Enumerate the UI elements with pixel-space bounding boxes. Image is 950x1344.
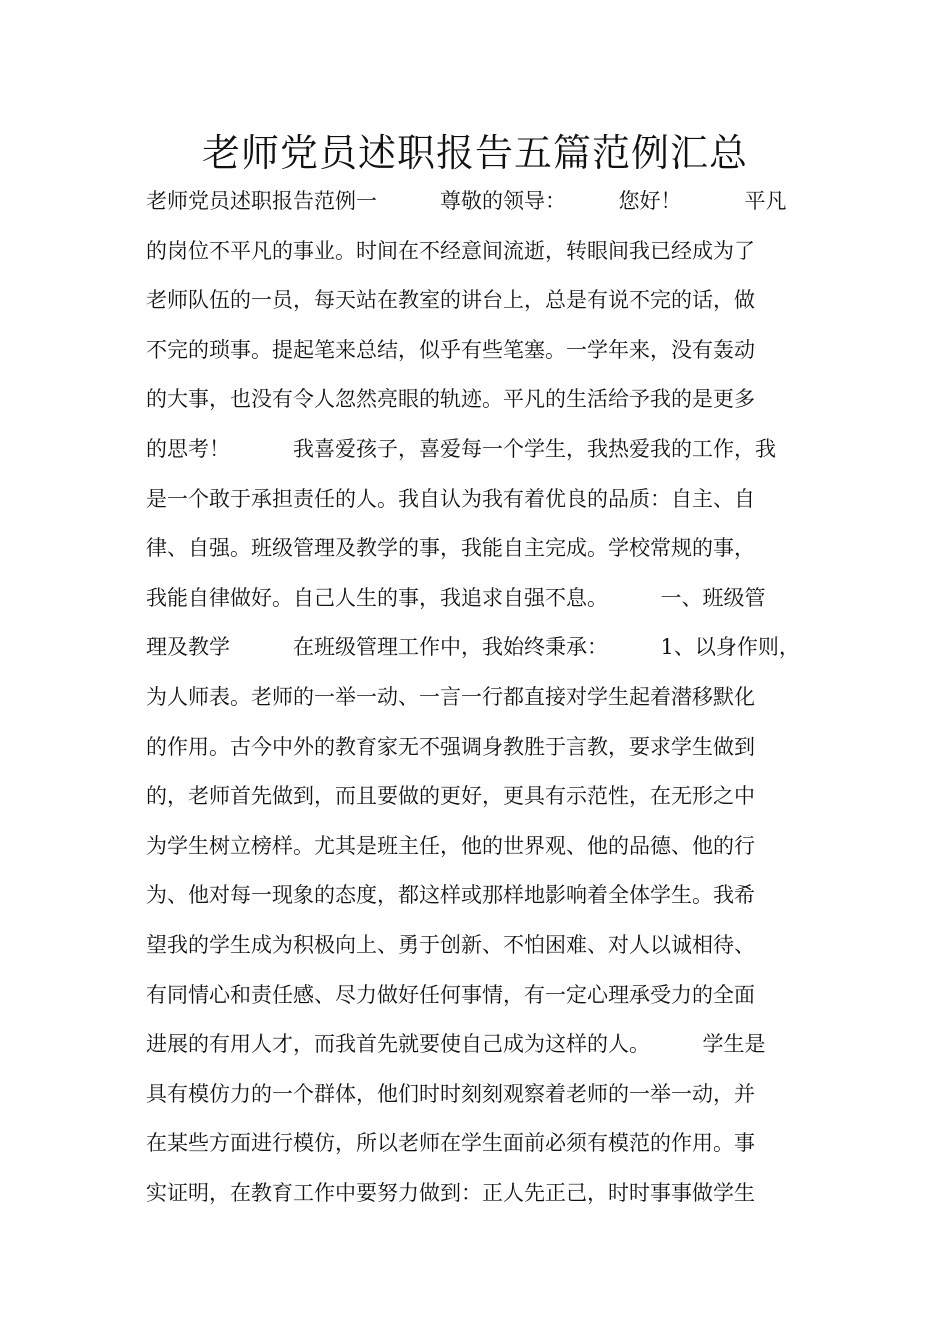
body-line: 实证明，在教育工作中要努力做到：正人先正己，时时事事做学生 xyxy=(146,1180,755,1205)
body-line: 的作用。古今中外的教育家无不强调身教胜于言教，要求学生做到 xyxy=(146,734,755,759)
body-line: 老师队伍的一员，每天站在教室的讲台上，总是有说不完的话，做 xyxy=(146,288,755,313)
document-title: 老师党员述职报告五篇范例汇总 xyxy=(201,131,748,175)
body-line: 有同情心和责任感、尽力做好任何事情，有一定心理承受力的全面 xyxy=(146,982,755,1007)
body-line: 望我的学生成为积极向上、勇于创新、不怕困难、对人以诚相待、 xyxy=(146,932,755,957)
body-line: 律、自强。班级管理及教学的事，我能自主完成。学校常规的事， xyxy=(146,536,755,561)
body-line: 是一个敢于承担责任的人。我自认为我有着优良的品质：自主、自 xyxy=(146,486,755,511)
body-line: 为、他对每一现象的态度，都这样或那样地影响着全体学生。我希 xyxy=(146,883,755,908)
body-line: 老师党员述职报告范例一 尊敬的领导： 您好！ 平凡 xyxy=(146,189,787,213)
document-body xyxy=(146,182,810,1223)
body-line: 具有模仿力的一个群体，他们时时刻刻观察着老师的一举一动，并 xyxy=(146,1081,755,1106)
body-line: 的，老师首先做到，而且要做的更好，更具有示范性，在无形之中 xyxy=(146,784,755,809)
body-line: 我能自律做好。自己人生的事，我追求自强不息。 一、班级管 xyxy=(146,585,766,610)
body-line: 不完的琐事。提起笔来总结，似乎有些笔塞。一学年来，没有轰动 xyxy=(146,337,755,362)
body-line: 的岗位不平凡的事业。时间在不经意间流逝，转眼间我已经成为了 xyxy=(146,238,755,263)
body-line: 进展的有用人才，而我首先就要使自己成为这样的人。 学生是 xyxy=(146,1032,766,1057)
body-line: 为学生树立榜样。尤其是班主任，他的世界观、他的品德、他的行 xyxy=(146,833,755,858)
body-line: 理及教学 在班级管理工作中，我始终秉承： 1、以身作则， xyxy=(146,635,800,660)
body-line: 的大事，也没有令人忽然亮眼的轨迹。平凡的生活给予我的是更多 xyxy=(146,387,755,412)
body-line: 的思考！ 我喜爱孩子，喜爱每一个学生，我热爱我的工作，我 xyxy=(146,436,776,461)
body-line: 为人师表。老师的一举一动、一言一行都直接对学生起着潜移默化 xyxy=(146,684,755,709)
body-line: 在某些方面进行模仿，所以老师在学生面前必须有模范的作用。事 xyxy=(146,1131,755,1156)
